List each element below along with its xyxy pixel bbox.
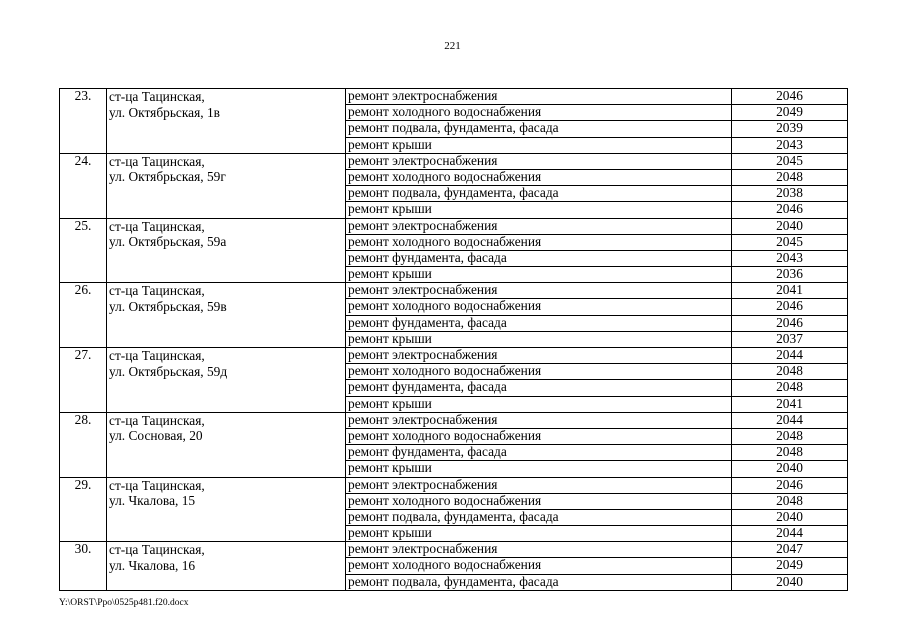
table-row [60, 283, 848, 299]
planned-year: 2044 [732, 412, 848, 428]
address-street: ул. Октябрьская, 59в [109, 298, 227, 314]
row-number: 30. [60, 542, 107, 591]
address-settlement: ст-ца Тацинская, [109, 89, 205, 104]
work-type: ремонт электроснабжения [346, 283, 732, 299]
row-number: 24. [60, 153, 107, 218]
address-street: ул. Октябрьская, 59а [109, 234, 227, 249]
address-street: ул. Сосновая, 20 [109, 428, 203, 444]
address-cell [107, 153, 346, 218]
planned-year: 2047 [732, 542, 848, 558]
planned-year: 2046 [732, 89, 848, 105]
address-street: ул. Октябрьская, 1в [109, 104, 220, 120]
planned-year: 2046 [732, 202, 848, 218]
address-cell [107, 89, 346, 154]
table-row [60, 477, 848, 493]
planned-year: 2048 [732, 445, 848, 461]
planned-year: 2040 [732, 574, 848, 590]
footer-file-path: Y:\ORST\Ppo\0525p481.f20.docx [59, 598, 189, 608]
planned-year: 2041 [732, 283, 848, 299]
page-number: 221 [444, 40, 461, 52]
work-type: ремонт подвала, фундамента, фасада [346, 121, 732, 137]
address-cell [107, 542, 346, 591]
planned-year: 2046 [732, 477, 848, 493]
work-type: ремонт подвала, фундамента, фасада [346, 509, 732, 525]
address-street: ул. Октябрьская, 59г [109, 169, 226, 185]
planned-year: 2048 [732, 428, 848, 444]
work-type: ремонт электроснабжения [346, 412, 732, 428]
planned-year: 2036 [732, 267, 848, 283]
address-settlement: ст-ца Тацинская, [109, 153, 205, 169]
planned-year: 2039 [732, 121, 848, 137]
planned-year: 2048 [732, 169, 848, 185]
repair-schedule-table [59, 88, 848, 591]
work-type: ремонт фундамента, фасада [346, 445, 732, 461]
planned-year: 2048 [732, 364, 848, 380]
planned-year: 2040 [732, 509, 848, 525]
table-row [60, 89, 848, 105]
planned-year: 2043 [732, 137, 848, 153]
work-type: ремонт фундамента, фасада [346, 315, 732, 331]
address-cell [107, 348, 346, 413]
row-number: 29. [60, 477, 107, 542]
address-settlement: ст-ца Тацинская, [109, 348, 205, 363]
table-row [60, 153, 848, 169]
row-number: 27. [60, 348, 107, 413]
address-cell [107, 477, 346, 542]
planned-year: 2048 [732, 493, 848, 509]
planned-year: 2045 [732, 234, 848, 250]
work-type: ремонт крыши [346, 137, 732, 153]
table-row [60, 218, 848, 234]
address-cell [107, 412, 346, 477]
row-number: 25. [60, 218, 107, 283]
planned-year: 2049 [732, 558, 848, 574]
work-type: ремонт крыши [346, 331, 732, 347]
address-settlement: ст-ца Тацинская, [109, 412, 205, 428]
address-street: ул. Чкалова, 16 [109, 557, 196, 573]
work-type: ремонт электроснабжения [346, 542, 732, 558]
planned-year: 2046 [732, 315, 848, 331]
table-body [60, 89, 848, 591]
work-type: ремонт холодного водоснабжения [346, 234, 732, 250]
address-settlement: ст-ца Тацинская, [109, 542, 205, 558]
work-type: ремонт холодного водоснабжения [346, 169, 732, 185]
work-type: ремонт электроснабжения [346, 348, 732, 364]
planned-year: 2048 [732, 380, 848, 396]
row-number: 26. [60, 283, 107, 348]
planned-year: 2037 [732, 331, 848, 347]
address-cell [107, 218, 346, 283]
address-street: ул. Октябрьская, 59д [109, 363, 228, 379]
table-row [60, 542, 848, 558]
table-row [60, 412, 848, 428]
work-type: ремонт холодного водоснабжения [346, 105, 732, 121]
work-type: ремонт холодного водоснабжения [346, 364, 732, 380]
address-settlement: ст-ца Тацинская, [109, 283, 205, 299]
address-cell [107, 283, 346, 348]
work-type: ремонт крыши [346, 526, 732, 542]
work-type: ремонт холодного водоснабжения [346, 428, 732, 444]
planned-year: 2040 [732, 218, 848, 234]
work-type: ремонт холодного водоснабжения [346, 558, 732, 574]
work-type: ремонт холодного водоснабжения [346, 299, 732, 315]
work-type: ремонт подвала, фундамента, фасада [346, 186, 732, 202]
row-number: 28. [60, 412, 107, 477]
address-street: ул. Чкалова, 15 [109, 493, 196, 508]
planned-year: 2043 [732, 250, 848, 266]
work-type: ремонт электроснабжения [346, 477, 732, 493]
planned-year: 2041 [732, 396, 848, 412]
address-settlement: ст-ца Тацинская, [109, 218, 205, 234]
table-row [60, 348, 848, 364]
address-settlement: ст-ца Тацинская, [109, 477, 205, 493]
work-type: ремонт крыши [346, 396, 732, 412]
work-type: ремонт фундамента, фасада [346, 250, 732, 266]
planned-year: 2046 [732, 299, 848, 315]
planned-year: 2040 [732, 461, 848, 477]
planned-year: 2045 [732, 153, 848, 169]
work-type: ремонт электроснабжения [346, 218, 732, 234]
work-type: ремонт крыши [346, 461, 732, 477]
row-number: 23. [60, 89, 107, 154]
planned-year: 2044 [732, 526, 848, 542]
work-type: ремонт крыши [346, 267, 732, 283]
work-type: ремонт электроснабжения [346, 153, 732, 169]
work-type: ремонт электроснабжения [346, 89, 732, 105]
planned-year: 2049 [732, 105, 848, 121]
planned-year: 2038 [732, 186, 848, 202]
work-type: ремонт крыши [346, 202, 732, 218]
work-type: ремонт холодного водоснабжения [346, 493, 732, 509]
work-type: ремонт подвала, фундамента, фасада [346, 574, 732, 590]
work-type: ремонт фундамента, фасада [346, 380, 732, 396]
planned-year: 2044 [732, 348, 848, 364]
